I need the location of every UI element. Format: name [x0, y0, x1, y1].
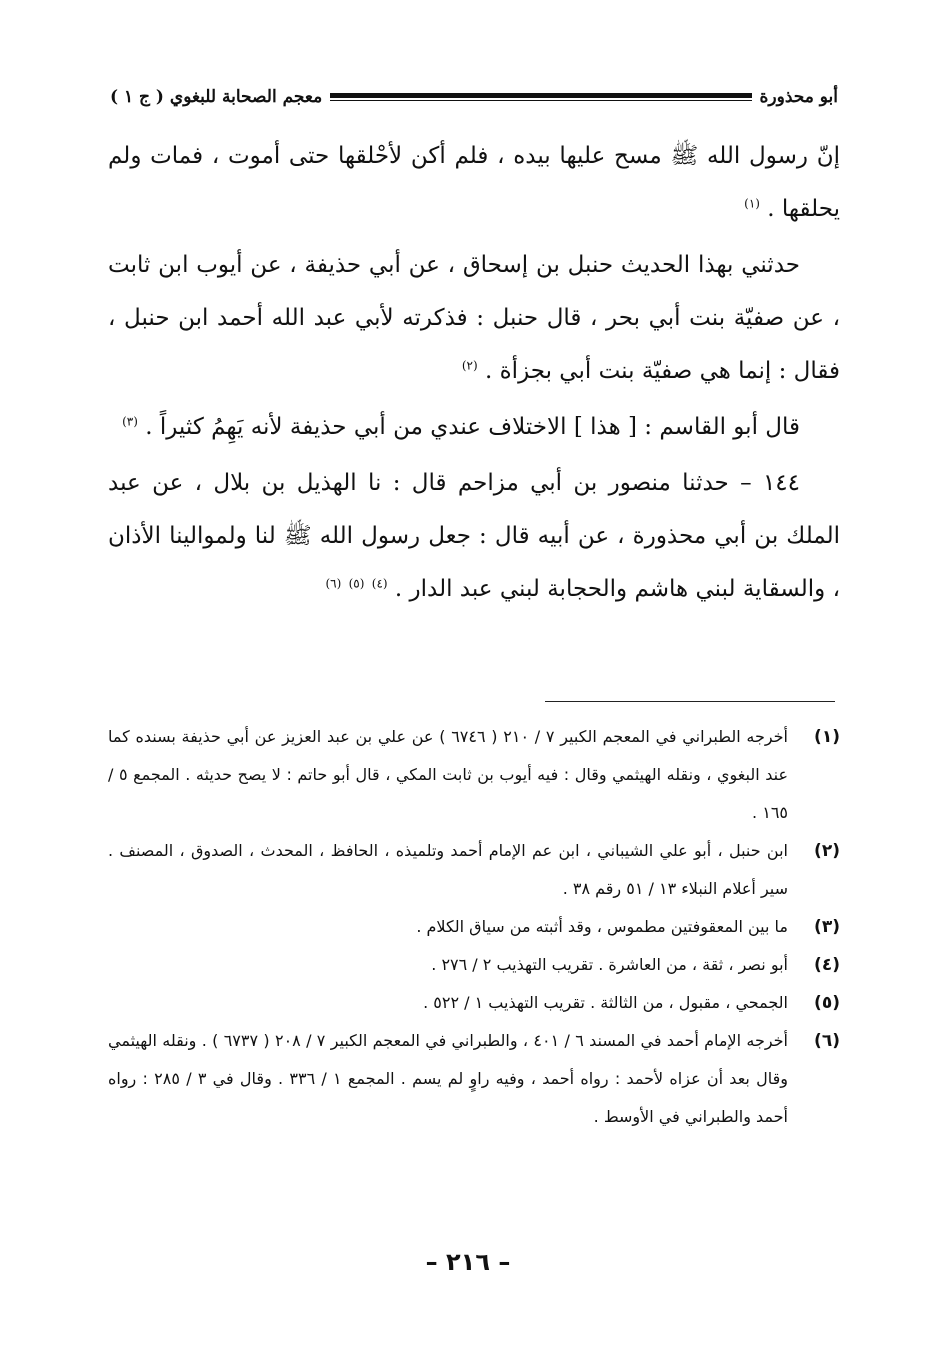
- footnote-1: [108, 718, 840, 832]
- footnote-separator: [545, 701, 835, 702]
- header-rule: [330, 93, 751, 101]
- footnote-number: (٣): [814, 917, 840, 937]
- footnote-3: [108, 908, 840, 946]
- paragraph-4: ١٤٤ – حدثنا منصور بن أبي مزاحم قال : نا الهذيل بن بلال ، عن عبد الملك بن أبي محذورة ، عن أبيه قال : جعل رسول الله ﷺ لنا ولموالينا الأذان ، والسقاية لبني هاشم والحجابة لبني عبد الدار . $^{(٤)}$ $^{(٥)}$ $^{(٦)}$: [108, 470, 840, 602]
- footnote-number: (٥): [814, 993, 840, 1013]
- footnote-marker-6: (٦): [325, 576, 342, 591]
- main-text: [108, 130, 840, 619]
- footnote-2: [108, 832, 840, 908]
- footnote-marker-1: (١): [744, 196, 760, 211]
- footnote-marker-4: (٤): [371, 576, 388, 591]
- footnote-number: (٤): [814, 955, 840, 975]
- footnote-marker-3: (٣): [122, 414, 138, 429]
- footnote-6: [108, 1022, 840, 1136]
- footnote-text: أخرجه الإمام أحمد في المسند ٦ / ٤٠١ ، والطبراني في المعجم الكبير ٧ / ٢٠٨ ( ٦٧٣٧ ) . ونقله الهيثمي وقال بعد أن عزاه لأحمد : رواه أحمد ، وفيه راوٍ لم يسم . المجمع ١ / ٣٣٦ . وقال في ٣ / ٢٨٥ : رواه أحمد والطبراني في الأوسط .: [108, 1031, 789, 1126]
- paragraph-1: إنّ رسول الله ﷺ مسح عليها بيده ، فلم أكن لأحْلقها حتى أموت ، فمات ولم يحلقها . $^{(١)}$: [108, 143, 840, 222]
- paragraph-2: حدثني بهذا الحديث حنبل بن إسحاق ، عن أبي حذيفة ، عن أيوب ابن ثابت ، عن صفيّة بنت أبي بحر ، قال حنبل : فذكرته لأبي عبد الله أحمد ابن حنبل ، فقال : إنما هي صفيّة بنت أبي بجزأة . $^{(٢)}$: [108, 252, 840, 384]
- footnote-text: ابن حنبل ، أبو علي الشيباني ، ابن عم الإمام أحمد وتلميذه ، الحافظ ، المحدث ، الصدوق ، المصنف . سير أعلام النبلاء ١٣ / ٥١ رقم ٣٨ .: [108, 841, 788, 898]
- footnote-text: الجمحي ، مقبول ، من الثالثة . تقريب التهذيب ١ / ٥٢٢ .: [423, 993, 788, 1012]
- footnote-number: (٢): [814, 841, 840, 861]
- page-number: – ٢١٦ –: [425, 1248, 511, 1276]
- footnotes: [108, 718, 840, 1136]
- footnote-marker-2: (٢): [461, 358, 478, 373]
- paragraph-3: قال أبو القاسم : [ هذا ] الاختلاف عندي من أبي حذيفة لأنه يَهِمُ كثيراً . $^{(٣)}$: [122, 414, 800, 440]
- footnote-text: ما بين المعقوفتين مطموس ، وقد أثبته من سياق الكلام .: [416, 917, 788, 936]
- footnote-number: (٦): [814, 1031, 840, 1051]
- section-title: أبو محذورة: [759, 87, 838, 107]
- footnote-text: أبو نصر ، ثقة ، من العاشرة . تقريب التهذيب ٢ / ٢٧٦ .: [431, 955, 788, 974]
- footnote-number: (١): [814, 727, 840, 747]
- running-header: [110, 82, 838, 112]
- footnote-text: أخرجه الطبراني في المعجم الكبير ٧ / ٢١٠ ( ٦٧٤٦ ) عن علي بن عبد العزيز عن أبي حذيفة بسنده كما عند البغوي ، ونقله الهيثمي وقال : فيه أيوب بن ثابت المكي ، قال أبو حاتم : لا يصح حديثه . المجمع ٥ / ١٦٥ .: [108, 727, 789, 822]
- footnote-4: [108, 946, 840, 984]
- footnote-marker-5: (٥): [348, 576, 365, 591]
- footnote-5: [108, 984, 840, 1022]
- book-title: معجم الصحابة للبغوي ( ج ١ ): [110, 87, 323, 107]
